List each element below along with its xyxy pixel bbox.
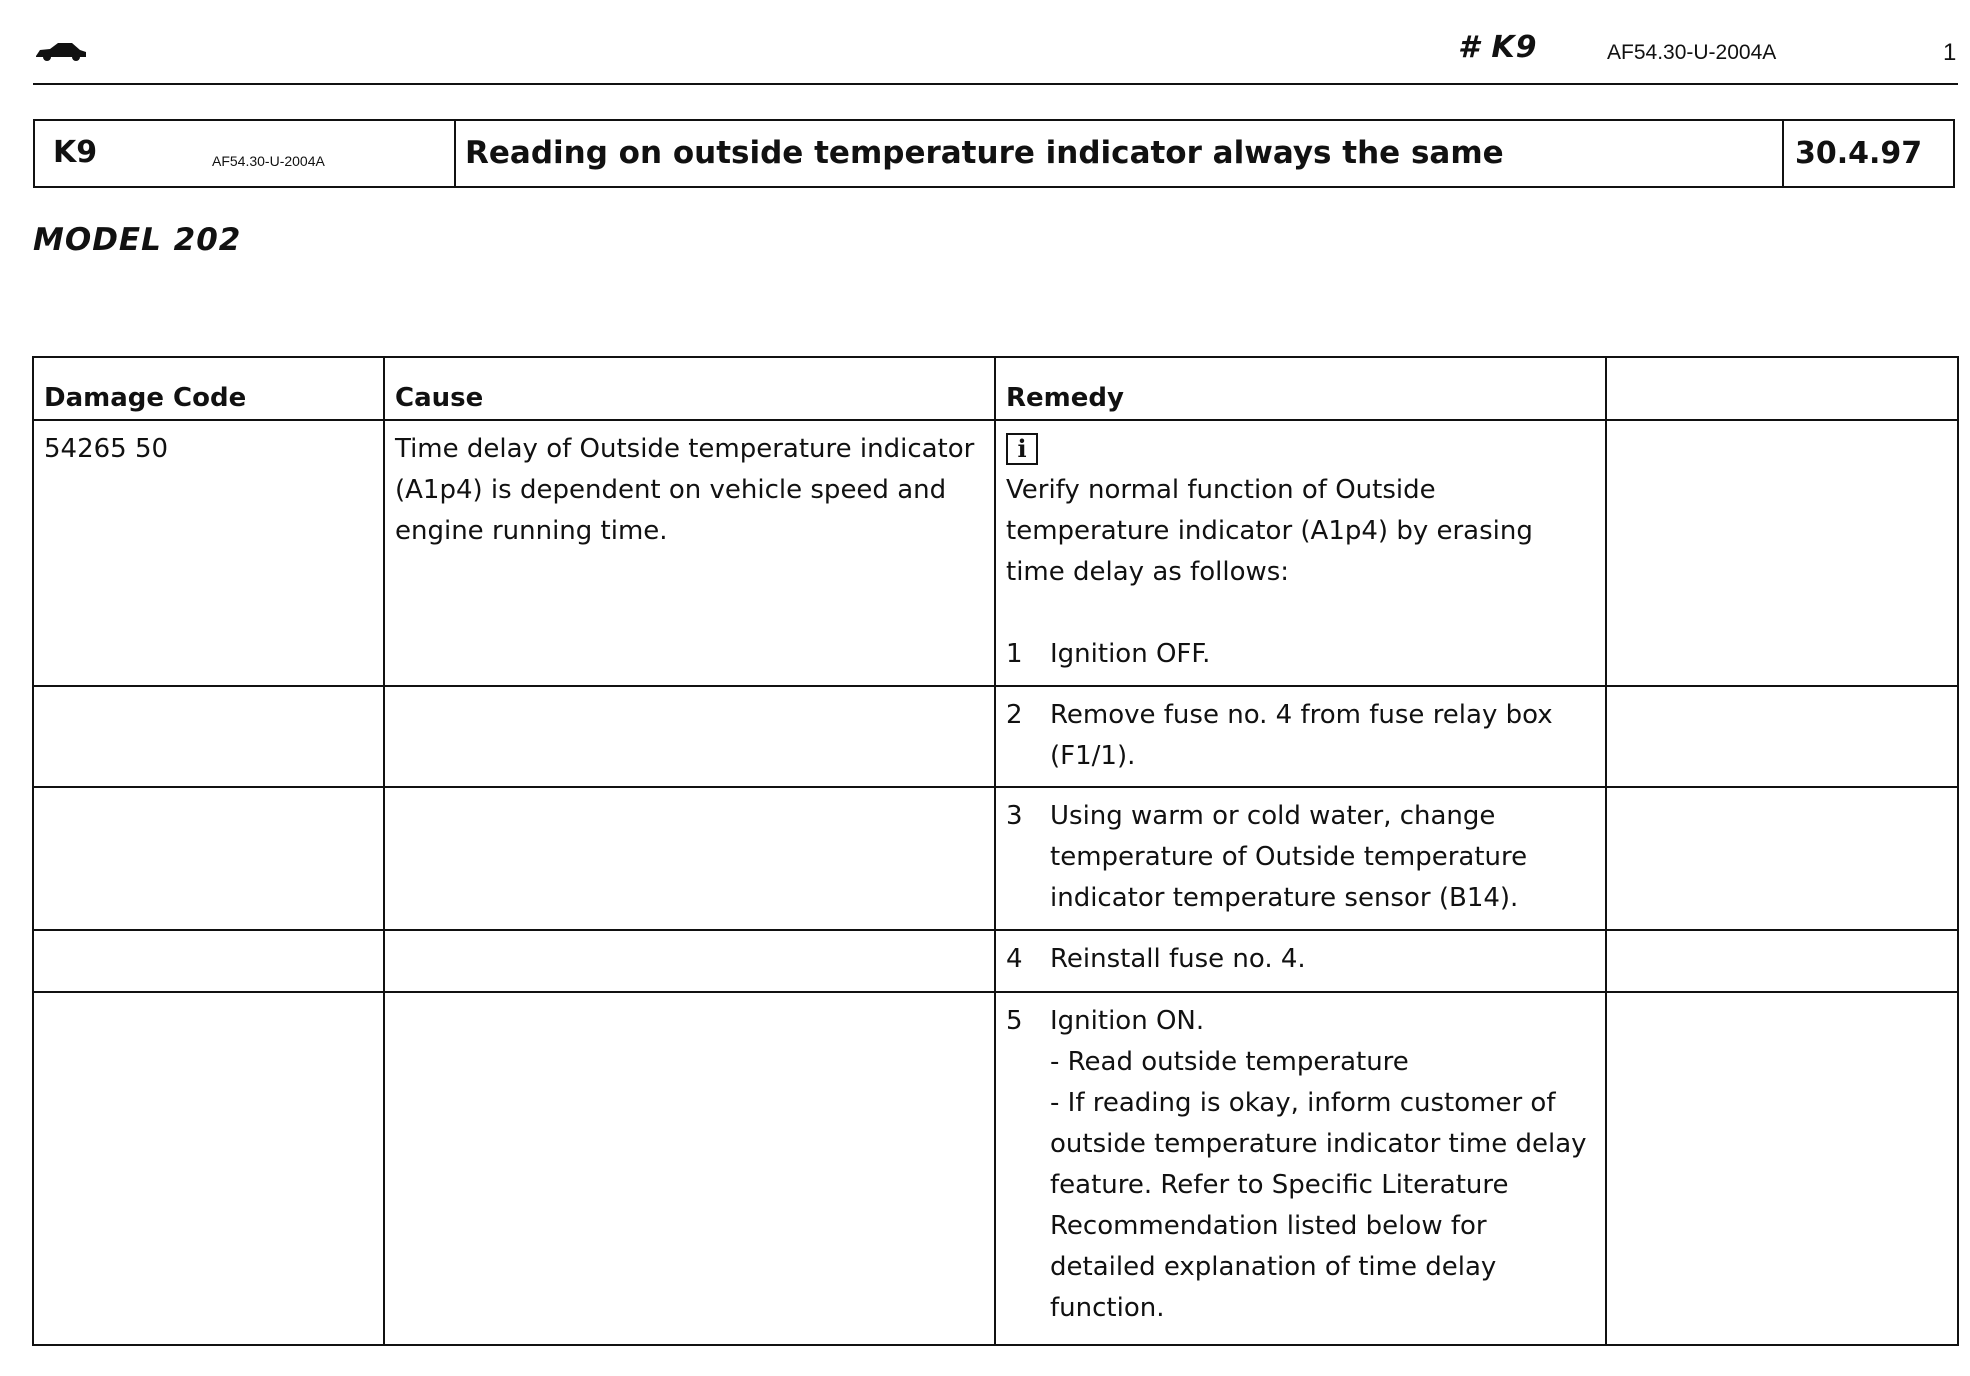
remedy-step xyxy=(1006,634,1595,675)
table-row xyxy=(33,686,1958,787)
blank-cell xyxy=(1606,420,1958,686)
step-text: Reinstall fuse no. 4. xyxy=(1050,944,1306,974)
blank-cell xyxy=(1606,787,1958,930)
damage-code-cell xyxy=(33,686,384,787)
car-icon xyxy=(34,40,88,62)
step-number: 1 xyxy=(1006,639,1023,669)
info-icon: i xyxy=(1006,433,1038,465)
header-rule xyxy=(33,83,1958,85)
step-text: Remove fuse no. 4 from fuse relay box (F1/1). xyxy=(1050,700,1553,771)
model-label: MODEL 202 xyxy=(33,222,242,258)
title-doc-code: AF54.30-U-2004A xyxy=(212,153,325,169)
remedy-intro: Verify normal function of Outside temperature indicator (A1p4) by erasing time delay as follows: xyxy=(1006,475,1533,587)
cause-cell xyxy=(384,686,995,787)
damage-code-cell xyxy=(33,992,384,1345)
damage-code-cell xyxy=(33,787,384,930)
title-code: K9 xyxy=(53,135,98,170)
step-number: 4 xyxy=(1006,944,1023,974)
remedy-cell xyxy=(995,992,1606,1345)
document-date: 30.4.97 xyxy=(1795,136,1923,171)
title-divider xyxy=(1782,121,1784,186)
column-header-remedy: Remedy xyxy=(995,357,1606,420)
header-doc-code: AF54.30-U-2004A xyxy=(1607,41,1777,64)
cause-cell xyxy=(384,992,995,1345)
table-row xyxy=(33,992,1958,1345)
cause-cell xyxy=(384,930,995,992)
table-row xyxy=(33,787,1958,930)
step-number: 2 xyxy=(1006,700,1023,730)
column-header-damage-code: Damage Code xyxy=(33,357,384,420)
step-text: Using warm or cold water, change temperature of Outside temperature indicator temperature sensor (B14). xyxy=(1050,801,1528,913)
blank-cell xyxy=(1606,686,1958,787)
remedy-step xyxy=(1006,695,1595,777)
step-substep: - Read outside temperature xyxy=(1050,1047,1409,1077)
remedy-cell xyxy=(995,420,1606,686)
step-number: 5 xyxy=(1006,1006,1023,1036)
cause-cell xyxy=(384,787,995,930)
remedy-cell xyxy=(995,787,1606,930)
step-substep: - If reading is okay, inform customer of outside temperature indicator time delay feature. Refer to Specific Literature Recommendation listed below for detailed explanation of time delay function. xyxy=(1050,1088,1587,1323)
blank-cell xyxy=(1606,930,1958,992)
column-header-cause: Cause xyxy=(384,357,995,420)
blank-cell xyxy=(1606,992,1958,1345)
damage-code-cell: 54265 50 xyxy=(33,420,384,686)
header-number: # K9 xyxy=(1458,30,1538,65)
column-header-blank xyxy=(1606,357,1958,420)
step-text: Ignition OFF. xyxy=(1050,639,1211,669)
remedy-step xyxy=(1006,1001,1595,1329)
table-row xyxy=(33,930,1958,992)
table-header-row xyxy=(33,357,1958,420)
cause-cell: Time delay of Outside temperature indicator (A1p4) is dependent on vehicle speed and engine running time. xyxy=(384,420,995,686)
table-row xyxy=(33,420,1958,686)
step-text: Ignition ON. xyxy=(1050,1006,1205,1036)
title-bar xyxy=(33,119,1955,188)
document-title: Reading on outside temperature indicator always the same xyxy=(465,135,1504,171)
remedy-cell xyxy=(995,930,1606,992)
remedy-cell xyxy=(995,686,1606,787)
title-divider xyxy=(454,121,456,186)
diagnosis-table xyxy=(32,356,1959,1346)
step-number: 3 xyxy=(1006,801,1023,831)
damage-code-cell xyxy=(33,930,384,992)
remedy-step xyxy=(1006,939,1595,980)
page-number: 1 xyxy=(1943,39,1957,66)
remedy-step xyxy=(1006,796,1595,919)
